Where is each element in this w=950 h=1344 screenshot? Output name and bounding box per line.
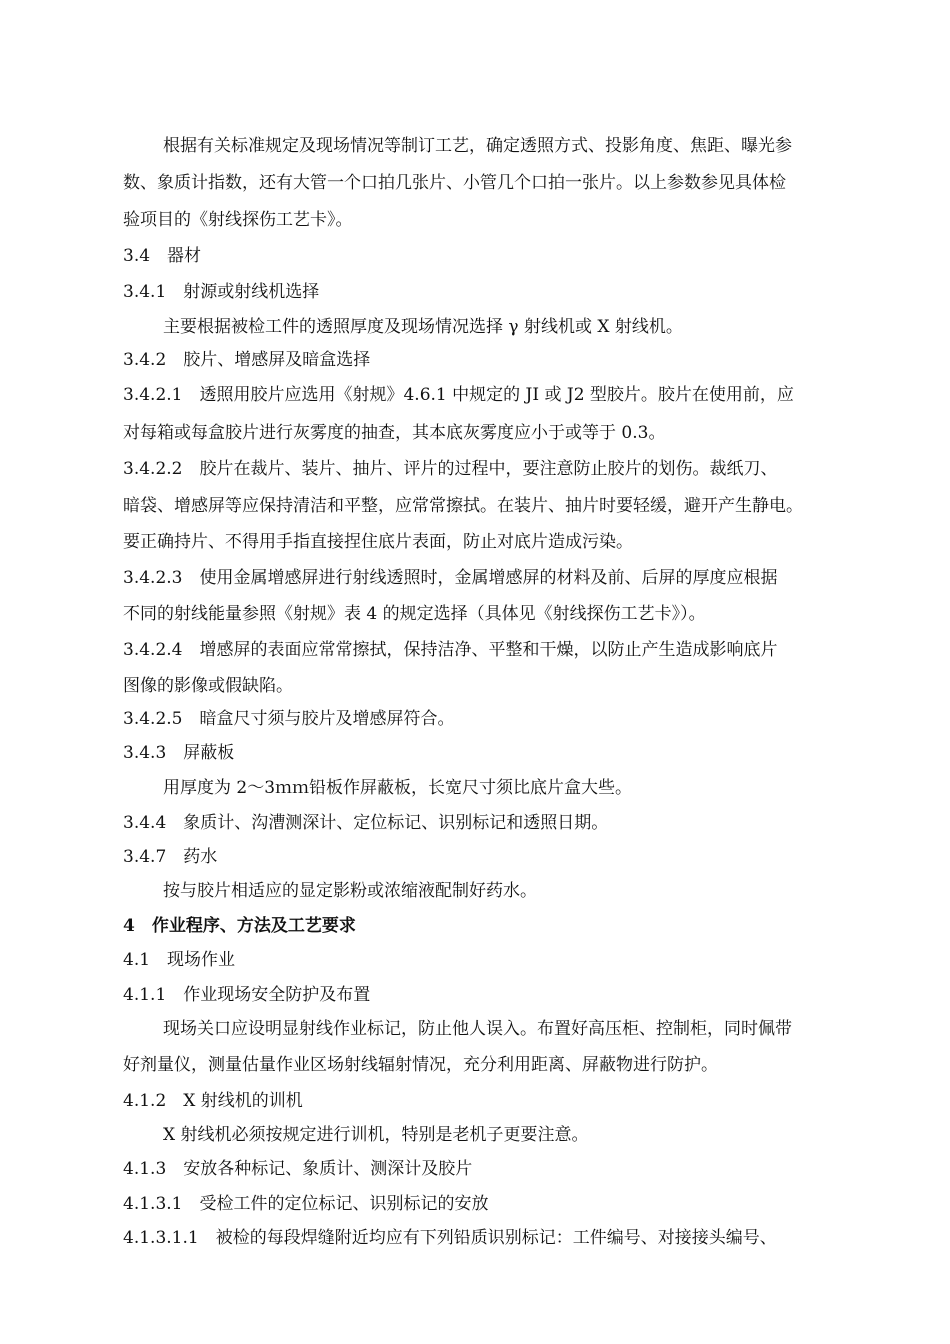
paragraph-line: 3.4.2.1 透照用胶片应选用《射规》4.6.1 中规定的 JI 或 J2 型胶片。胶片在使用前，应 — [123, 385, 794, 405]
paragraph-line: 验项目的《射线探伤工艺卡》。 — [123, 210, 353, 230]
paragraph-line: 图像的影像或假缺陷。 — [123, 676, 293, 696]
paragraph-line: 4.1.3.1.1 被检的每段焊缝附近均应有下列铅质识别标记：工件编号、对接接头编号、 — [123, 1228, 777, 1248]
subsection-heading: 4.1.3.1 受检工件的定位标记、识别标记的安放 — [123, 1194, 489, 1214]
subsection-heading: 3.4.4 象质计、沟漕测深计、定位标记、识别标记和透照日期。 — [123, 813, 609, 833]
paragraph-line: 3.4.2.5 暗盒尺寸须与胶片及增感屏符合。 — [123, 709, 455, 729]
paragraph-line: 要正确持片、不得用手指直接捏住底片表面，防止对底片造成污染。 — [123, 532, 633, 552]
chapter-heading: 4 作业程序、方法及工艺要求 — [123, 916, 356, 936]
subsection-heading: 3.4.1 射源或射线机选择 — [123, 282, 320, 302]
paragraph-line: 暗袋、增感屏等应保持清洁和平整，应常常擦拭。在装片、抽片时要轻缓，避开产生静电。 — [123, 496, 803, 516]
paragraph-line: 3.4.2.3 使用金属增感屏进行射线透照时，金属增感屏的材料及前、后屏的厚度应根据 — [123, 568, 778, 588]
paragraph-line: 好剂量仪，测量估量作业区场射线辐射情况，充分利用距离、屏蔽物进行防护。 — [123, 1055, 718, 1075]
section-heading: 3.4 器材 — [123, 246, 202, 266]
paragraph-line: 主要根据被检工件的透照厚度及现场情况选择 γ 射线机或 X 射线机。 — [163, 317, 683, 337]
subsection-heading: 4.1.2 X 射线机的训机 — [123, 1091, 303, 1111]
subsection-heading: 4.1.3 安放各种标记、象质计、测深计及胶片 — [123, 1159, 473, 1179]
paragraph-line: 不同的射线能量参照《射规》表 4 的规定选择（具体见《射线探伤工艺卡》）。 — [123, 604, 706, 624]
paragraph-line: 用厚度为 2～3ｍｍ铅板作屏蔽板，长宽尺寸须比底片盒大些。 — [163, 778, 633, 798]
paragraph-line: 按与胶片相适应的显定影粉或浓缩液配制好药水。 — [163, 881, 537, 901]
paragraph-line: 数、象质计指数，还有大管一个口拍几张片、小管几个口拍一张片。以上参数参见具体检 — [123, 173, 786, 193]
paragraph-line: X 射线机必须按规定进行训机，特别是老机子更要注意。 — [163, 1125, 589, 1145]
section-heading: 4.1 现场作业 — [123, 950, 236, 970]
subsection-heading: 3.4.2 胶片、增感屏及暗盒选择 — [123, 350, 371, 370]
paragraph-line: 3.4.2.4 增感屏的表面应常常擦拭，保持洁净、平整和干燥，以防止产生造成影响底片 — [123, 640, 778, 660]
paragraph-line: 3.4.2.2 胶片在裁片、装片、抽片、评片的过程中，要注意防止胶片的划伤。裁纸刀、 — [123, 459, 778, 479]
subsection-heading: 4.1.1 作业现场安全防护及布置 — [123, 985, 371, 1005]
subsection-heading: 3.4.7 药水 — [123, 847, 218, 867]
paragraph-line: 对每箱或每盒胶片进行灰雾度的抽查，其本底灰雾度应小于或等于 0.3。 — [123, 423, 666, 443]
paragraph-line: 现场关口应设明显射线作业标记，防止他人误入。布置好高压柜、控制柜，同时佩带 — [163, 1019, 792, 1039]
paragraph-line: 根据有关标准规定及现场情况等制订工艺，确定透照方式、投影角度、焦距、曝光参 — [163, 136, 792, 156]
subsection-heading: 3.4.3 屏蔽板 — [123, 743, 235, 763]
